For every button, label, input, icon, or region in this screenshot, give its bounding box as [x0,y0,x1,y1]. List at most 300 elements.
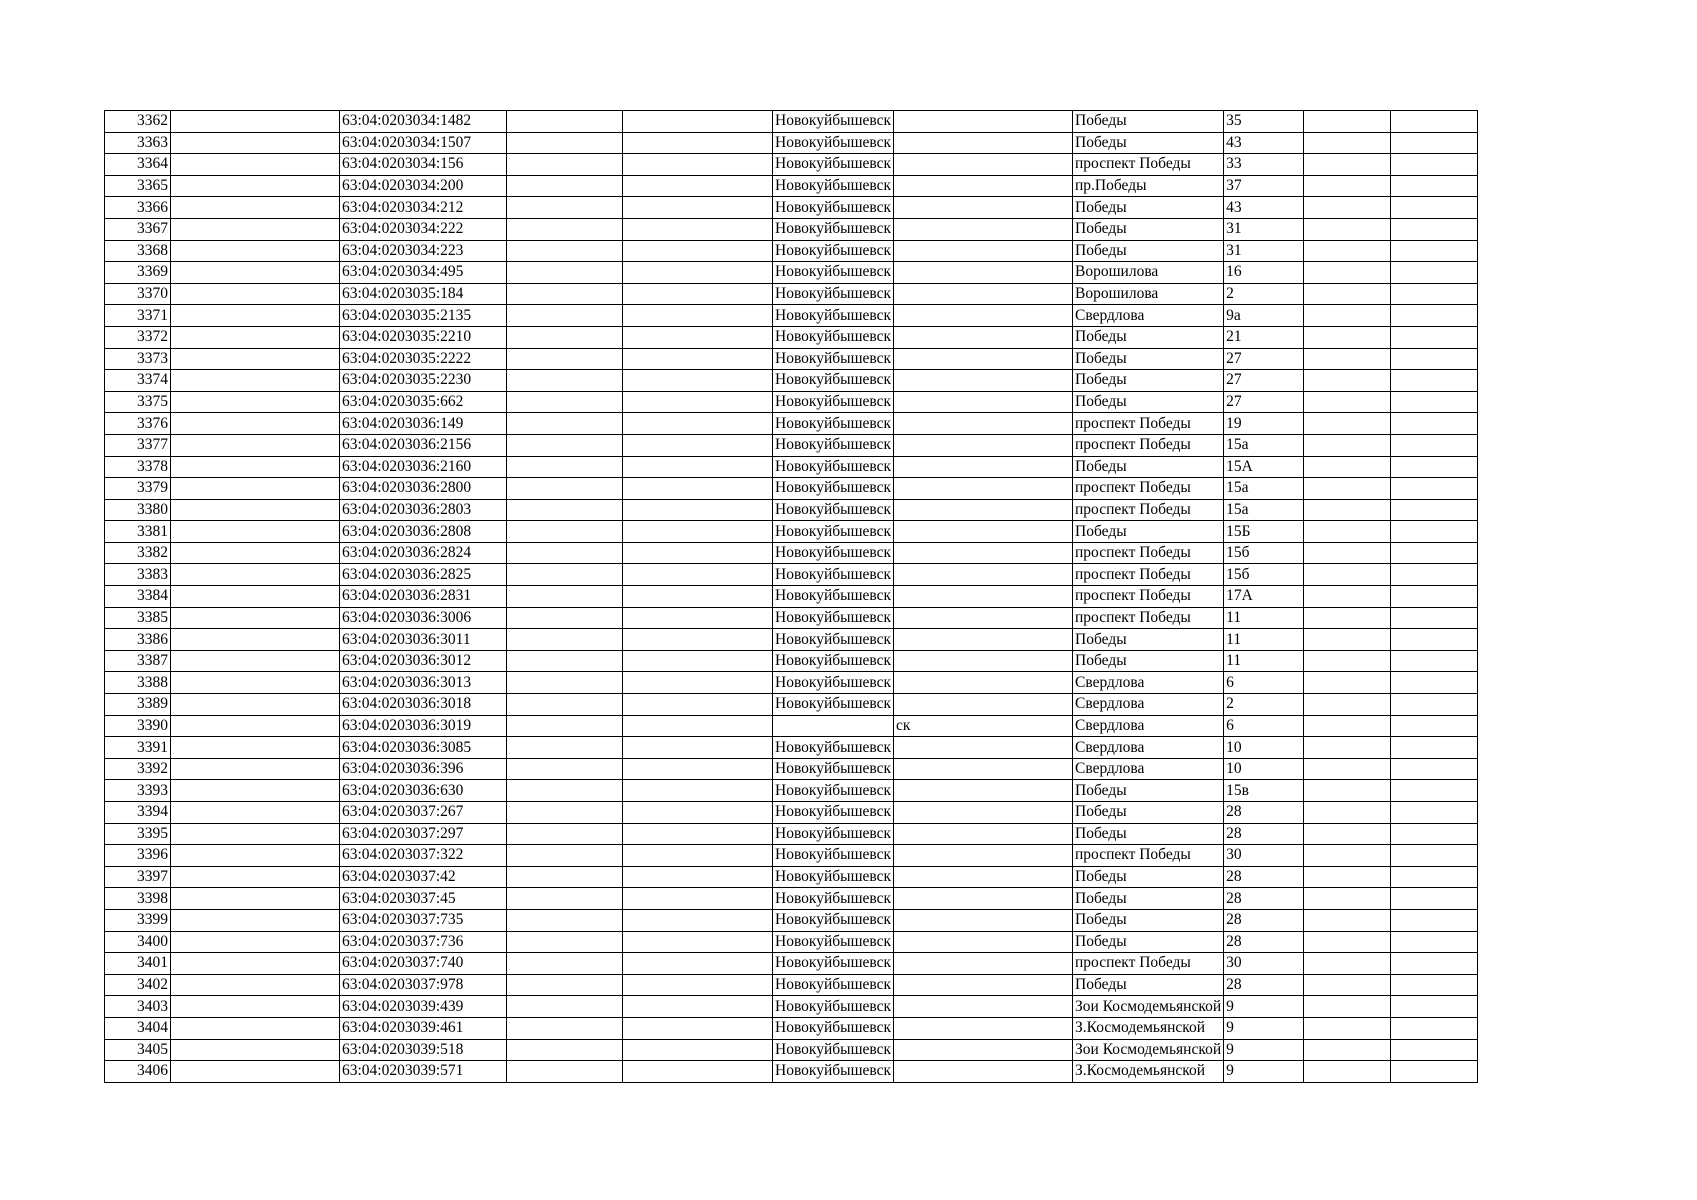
city-cell: Новокуйбышевск [773,888,894,910]
house-number-cell: 15а [1224,478,1304,500]
cadastral-number-cell: 63:04:0203039:461 [340,1017,507,1039]
street-cell: Ворошилова [1073,283,1224,305]
table-row [105,370,1478,392]
table-row [105,758,1478,780]
empty-cell [507,111,623,133]
row-number-cell: 3401 [105,953,171,975]
empty-cell [1391,650,1478,672]
house-number-cell: 27 [1224,391,1304,413]
cadastral-number-cell: 63:04:0203036:3012 [340,650,507,672]
row-number-cell: 3393 [105,780,171,802]
empty-cell [507,650,623,672]
street-cell: Ворошилова [1073,262,1224,284]
empty-cell [1391,737,1478,759]
locality-type-cell [894,780,1073,802]
cadastral-number-cell: 63:04:0203037:322 [340,845,507,867]
street-cell: Победы [1073,650,1224,672]
house-number-cell: 11 [1224,629,1304,651]
house-number-cell: 11 [1224,650,1304,672]
empty-cell [623,694,773,716]
row-number-cell: 3384 [105,586,171,608]
empty-cell [1391,780,1478,802]
empty-cell [623,586,773,608]
empty-cell [623,974,773,996]
empty-cell [1304,499,1391,521]
cadastral-number-cell: 63:04:0203034:156 [340,154,507,176]
empty-cell [171,607,340,629]
empty-cell [1391,564,1478,586]
empty-cell [1304,240,1391,262]
empty-cell [171,845,340,867]
empty-cell [171,370,340,392]
empty-cell [623,197,773,219]
table-row [105,909,1478,931]
empty-cell [623,672,773,694]
cadastral-number-cell: 63:04:0203034:1507 [340,132,507,154]
house-number-cell: 28 [1224,823,1304,845]
empty-cell [1391,694,1478,716]
empty-cell [1391,305,1478,327]
locality-type-cell [894,499,1073,521]
empty-cell [1304,305,1391,327]
row-number-cell: 3388 [105,672,171,694]
city-cell: Новокуйбышевск [773,586,894,608]
row-number-cell: 3375 [105,391,171,413]
locality-type-cell [894,521,1073,543]
cadastral-number-cell: 63:04:0203036:3019 [340,715,507,737]
empty-cell [171,175,340,197]
empty-cell [623,154,773,176]
empty-cell [623,283,773,305]
empty-cell [1391,542,1478,564]
empty-cell [171,326,340,348]
empty-cell [507,197,623,219]
row-number-cell: 3400 [105,931,171,953]
empty-cell [507,672,623,694]
cadastral-number-cell: 63:04:0203036:2808 [340,521,507,543]
street-cell: проспект Победы [1073,413,1224,435]
city-cell: Новокуйбышевск [773,542,894,564]
table-row [105,845,1478,867]
house-number-cell: 9 [1224,1039,1304,1061]
house-number-cell: 28 [1224,888,1304,910]
street-cell: Победы [1073,240,1224,262]
empty-cell [507,758,623,780]
empty-cell [1304,629,1391,651]
locality-type-cell [894,845,1073,867]
empty-cell [507,1039,623,1061]
street-cell: Победы [1073,348,1224,370]
empty-cell [507,326,623,348]
row-number-cell: 3364 [105,154,171,176]
city-cell: Новокуйбышевск [773,262,894,284]
city-cell: Новокуйбышевск [773,1061,894,1083]
cadastral-number-cell: 63:04:0203035:2210 [340,326,507,348]
table-row [105,391,1478,413]
city-cell: Новокуйбышевск [773,629,894,651]
house-number-cell: 2 [1224,283,1304,305]
empty-cell [507,240,623,262]
locality-type-cell [894,326,1073,348]
row-number-cell: 3379 [105,478,171,500]
house-number-cell: 9а [1224,305,1304,327]
table-row [105,1039,1478,1061]
cadastral-number-cell: 63:04:0203035:662 [340,391,507,413]
empty-cell [623,931,773,953]
cadastral-number-cell: 63:04:0203034:495 [340,262,507,284]
street-cell: Победы [1073,132,1224,154]
empty-cell [1304,953,1391,975]
cadastral-number-cell: 63:04:0203036:3085 [340,737,507,759]
city-cell: Новокуйбышевск [773,1039,894,1061]
row-number-cell: 3378 [105,456,171,478]
row-number-cell: 3362 [105,111,171,133]
house-number-cell: 10 [1224,737,1304,759]
empty-cell [507,218,623,240]
cadastral-number-cell: 63:04:0203037:42 [340,866,507,888]
street-cell: З.Космодемьянской [1073,1017,1224,1039]
empty-cell [171,305,340,327]
empty-cell [507,283,623,305]
row-number-cell: 3372 [105,326,171,348]
empty-cell [507,909,623,931]
empty-cell [1304,996,1391,1018]
house-number-cell: 37 [1224,175,1304,197]
empty-cell [171,564,340,586]
city-cell: Новокуйбышевск [773,218,894,240]
city-cell: Новокуйбышевск [773,909,894,931]
city-cell: Новокуйбышевск [773,1017,894,1039]
table-row [105,305,1478,327]
city-cell: Новокуйбышевск [773,607,894,629]
table-row [105,132,1478,154]
empty-cell [1391,586,1478,608]
row-number-cell: 3406 [105,1061,171,1083]
cadastral-number-cell: 63:04:0203036:2824 [340,542,507,564]
locality-type-cell [894,262,1073,284]
city-cell: Новокуйбышевск [773,111,894,133]
empty-cell [623,111,773,133]
table-row [105,888,1478,910]
cadastral-number-cell: 63:04:0203035:2230 [340,370,507,392]
row-number-cell: 3405 [105,1039,171,1061]
city-cell: Новокуйбышевск [773,564,894,586]
empty-cell [171,974,340,996]
empty-cell [1304,456,1391,478]
empty-cell [1391,434,1478,456]
empty-cell [1304,737,1391,759]
street-cell: проспект Победы [1073,845,1224,867]
empty-cell [1391,953,1478,975]
empty-cell [623,564,773,586]
city-cell [773,715,894,737]
empty-cell [1304,909,1391,931]
empty-cell [1391,629,1478,651]
locality-type-cell: ск [894,715,1073,737]
street-cell: пр.Победы [1073,175,1224,197]
empty-cell [507,629,623,651]
house-number-cell: 15а [1224,499,1304,521]
empty-cell [1391,499,1478,521]
table-row [105,478,1478,500]
empty-cell [1391,175,1478,197]
city-cell: Новокуйбышевск [773,434,894,456]
empty-cell [1304,197,1391,219]
table-row [105,823,1478,845]
house-number-cell: 28 [1224,931,1304,953]
locality-type-cell [894,456,1073,478]
empty-cell [1391,823,1478,845]
row-number-cell: 3376 [105,413,171,435]
empty-cell [1304,931,1391,953]
cadastral-number-cell: 63:04:0203037:267 [340,802,507,824]
cadastral-number-cell: 63:04:0203036:396 [340,758,507,780]
house-number-cell: 17А [1224,586,1304,608]
locality-type-cell [894,909,1073,931]
empty-cell [1304,586,1391,608]
empty-cell [171,154,340,176]
row-number-cell: 3402 [105,974,171,996]
house-number-cell: 6 [1224,672,1304,694]
street-cell: Победы [1073,974,1224,996]
locality-type-cell [894,694,1073,716]
empty-cell [171,521,340,543]
empty-cell [171,909,340,931]
empty-cell [623,866,773,888]
row-number-cell: 3363 [105,132,171,154]
empty-cell [507,434,623,456]
street-cell: Победы [1073,521,1224,543]
empty-cell [507,694,623,716]
empty-cell [623,1061,773,1083]
empty-cell [1304,888,1391,910]
empty-cell [507,413,623,435]
city-cell: Новокуйбышевск [773,866,894,888]
city-cell: Новокуйбышевск [773,240,894,262]
empty-cell [171,283,340,305]
street-cell: Зои Космодемьянской [1073,1039,1224,1061]
city-cell: Новокуйбышевск [773,175,894,197]
empty-cell [507,823,623,845]
table-row [105,197,1478,219]
locality-type-cell [894,802,1073,824]
street-cell: Победы [1073,888,1224,910]
empty-cell [1304,780,1391,802]
empty-cell [1304,413,1391,435]
empty-cell [171,650,340,672]
table-row [105,715,1478,737]
empty-cell [623,845,773,867]
street-cell: Победы [1073,326,1224,348]
locality-type-cell [894,434,1073,456]
city-cell: Новокуйбышевск [773,370,894,392]
table-row [105,240,1478,262]
locality-type-cell [894,413,1073,435]
locality-type-cell [894,240,1073,262]
locality-type-cell [894,737,1073,759]
cadastral-number-cell: 63:04:0203035:2135 [340,305,507,327]
row-number-cell: 3399 [105,909,171,931]
cadastral-number-cell: 63:04:0203034:1482 [340,111,507,133]
locality-type-cell [894,111,1073,133]
empty-cell [507,737,623,759]
house-number-cell: 11 [1224,607,1304,629]
empty-cell [1391,240,1478,262]
empty-cell [623,607,773,629]
empty-cell [507,132,623,154]
house-number-cell: 31 [1224,218,1304,240]
empty-cell [507,996,623,1018]
row-number-cell: 3368 [105,240,171,262]
empty-cell [1304,542,1391,564]
city-cell: Новокуйбышевск [773,154,894,176]
locality-type-cell [894,996,1073,1018]
empty-cell [171,434,340,456]
city-cell: Новокуйбышевск [773,478,894,500]
empty-cell [623,262,773,284]
locality-type-cell [894,305,1073,327]
city-cell: Новокуйбышевск [773,132,894,154]
empty-cell [1391,931,1478,953]
empty-cell [1391,197,1478,219]
table-row [105,650,1478,672]
locality-type-cell [894,564,1073,586]
table-row [105,694,1478,716]
empty-cell [171,780,340,802]
locality-type-cell [894,283,1073,305]
empty-cell [623,909,773,931]
house-number-cell: 15а [1224,434,1304,456]
city-cell: Новокуйбышевск [773,974,894,996]
empty-cell [1304,111,1391,133]
empty-cell [1304,758,1391,780]
city-cell: Новокуйбышевск [773,758,894,780]
empty-cell [507,888,623,910]
city-cell: Новокуйбышевск [773,931,894,953]
empty-cell [171,866,340,888]
locality-type-cell [894,391,1073,413]
row-number-cell: 3382 [105,542,171,564]
house-number-cell: 9 [1224,1017,1304,1039]
empty-cell [1304,650,1391,672]
table-row [105,629,1478,651]
empty-cell [171,953,340,975]
cadastral-number-cell: 63:04:0203037:45 [340,888,507,910]
house-number-cell: 28 [1224,802,1304,824]
row-number-cell: 3369 [105,262,171,284]
empty-cell [623,1017,773,1039]
table-row [105,456,1478,478]
house-number-cell: 15Б [1224,521,1304,543]
street-cell: Свердлова [1073,715,1224,737]
empty-cell [1304,326,1391,348]
cadastral-number-cell: 63:04:0203039:439 [340,996,507,1018]
row-number-cell: 3365 [105,175,171,197]
house-number-cell: 19 [1224,413,1304,435]
empty-cell [623,888,773,910]
locality-type-cell [894,650,1073,672]
empty-cell [507,154,623,176]
empty-cell [1304,132,1391,154]
empty-cell [507,715,623,737]
empty-cell [171,478,340,500]
house-number-cell: 43 [1224,132,1304,154]
empty-cell [171,802,340,824]
empty-cell [171,823,340,845]
street-cell: Победы [1073,866,1224,888]
cadastral-number-cell: 63:04:0203036:3011 [340,629,507,651]
empty-cell [623,499,773,521]
empty-cell [1304,694,1391,716]
empty-cell [1304,823,1391,845]
cadastral-number-cell: 63:04:0203035:184 [340,283,507,305]
table-row [105,607,1478,629]
empty-cell [1391,218,1478,240]
empty-cell [1391,1017,1478,1039]
empty-cell [623,1039,773,1061]
empty-cell [623,434,773,456]
empty-cell [171,413,340,435]
cadastral-number-cell: 63:04:0203036:3018 [340,694,507,716]
house-number-cell: 9 [1224,996,1304,1018]
city-cell: Новокуйбышевск [773,413,894,435]
empty-cell [507,262,623,284]
locality-type-cell [894,542,1073,564]
table-row [105,542,1478,564]
empty-cell [507,478,623,500]
empty-cell [1304,845,1391,867]
street-cell: Победы [1073,391,1224,413]
locality-type-cell [894,823,1073,845]
cadastral-number-cell: 63:04:0203036:2825 [340,564,507,586]
house-number-cell: 15б [1224,564,1304,586]
row-number-cell: 3387 [105,650,171,672]
empty-cell [171,694,340,716]
empty-cell [1304,391,1391,413]
empty-cell [507,521,623,543]
empty-cell [507,586,623,608]
empty-cell [1391,672,1478,694]
locality-type-cell [894,607,1073,629]
empty-cell [623,650,773,672]
empty-cell [507,974,623,996]
empty-cell [507,866,623,888]
empty-cell [171,499,340,521]
house-number-cell: 10 [1224,758,1304,780]
empty-cell [1391,974,1478,996]
locality-type-cell [894,866,1073,888]
empty-cell [623,758,773,780]
empty-cell [171,888,340,910]
table-row [105,154,1478,176]
table-row [105,931,1478,953]
cadastral-number-cell: 63:04:0203034:223 [340,240,507,262]
street-cell: Победы [1073,629,1224,651]
locality-type-cell [894,974,1073,996]
empty-cell [1391,607,1478,629]
row-number-cell: 3390 [105,715,171,737]
table-row [105,953,1478,975]
locality-type-cell [894,197,1073,219]
empty-cell [171,218,340,240]
city-cell: Новокуйбышевск [773,845,894,867]
table-row [105,737,1478,759]
house-number-cell: 28 [1224,974,1304,996]
empty-cell [1304,802,1391,824]
empty-cell [171,1039,340,1061]
cadastral-number-cell: 63:04:0203039:518 [340,1039,507,1061]
city-cell: Новокуйбышевск [773,197,894,219]
